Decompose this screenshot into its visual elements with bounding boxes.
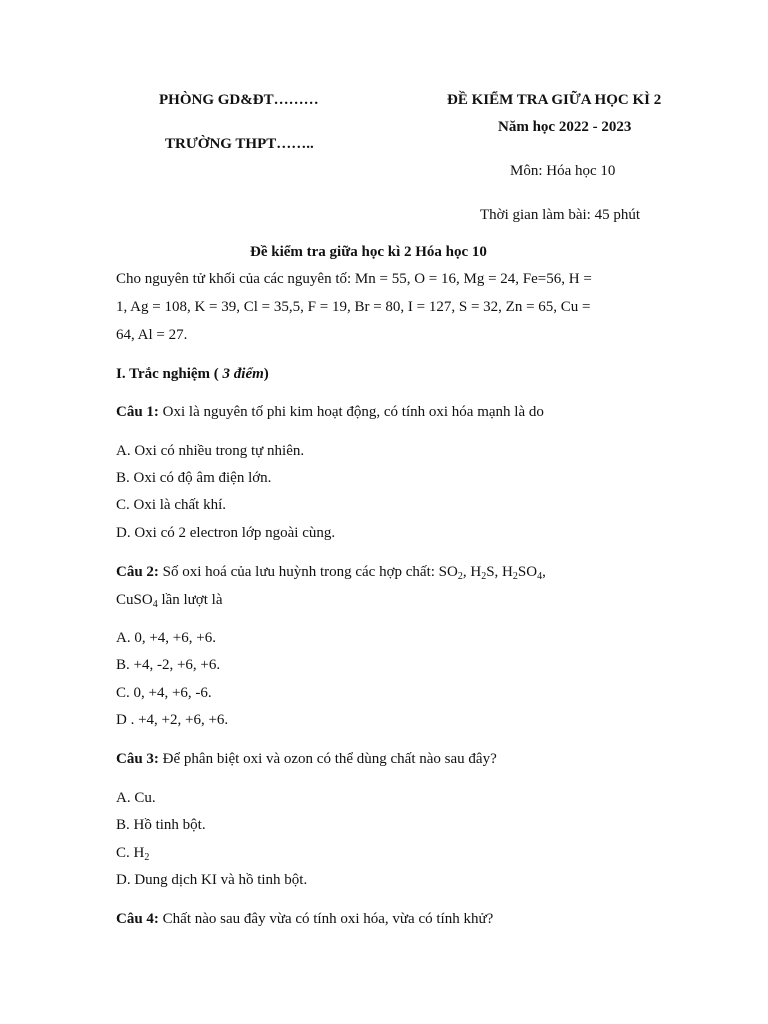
question-text: lần lượt là [157,592,223,608]
option: B. +4, -2, +6, +6. [116,657,221,673]
question-label: Câu 1: [116,404,159,420]
question-2-line-2 [116,592,223,609]
subscript: 2 [512,571,518,582]
option-text: C. H [116,845,145,861]
exam-title: ĐỀ KIỂM TRA GIỮA HỌC KÌ 2 [447,92,662,108]
question-3 [116,751,497,768]
question-text: , [542,564,546,580]
option: A. Cu. [116,790,156,806]
option: D. Dung dịch KI và hồ tinh bột. [116,872,308,888]
question-text: , H [462,564,482,580]
subscript: 2 [457,571,463,582]
question-text: Số oxi hoá của lưu huỳnh trong các hợp chất: SO [158,564,458,580]
subscript: 4 [152,599,158,610]
subscript: 2 [144,852,150,863]
option: A. 0, +4, +6, +6. [116,630,216,646]
section-heading [116,366,269,383]
question-text: SO [517,564,538,580]
subscript: 2 [481,571,487,582]
question-label: Câu 2: [116,564,159,580]
department-heading: PHÒNG GD&ĐT……… [159,92,319,108]
question-label: Câu 3: [116,751,159,767]
question-2 [116,564,546,581]
question-text: Chất nào sau đây vừa có tính oxi hóa, vừa có tính khử? [158,911,494,927]
option: A. Oxi có nhiều trong tự nhiên. [116,443,305,459]
section-suffix: ) [263,366,269,382]
school-year: Năm học 2022 - 2023 [498,119,632,135]
subject-line: Môn: Hóa học 10 [510,163,616,179]
subscript: 4 [537,571,543,582]
question-text: Để phân biệt oxi và ozon có thể dùng chất nào sau đây? [158,751,497,767]
option: C. Oxi là chất khí. [116,497,226,513]
option: D. Oxi có 2 electron lớp ngoài cùng. [116,525,336,541]
question-label: Câu 4: [116,911,159,927]
intro-line: 64, Al = 27. [116,327,188,343]
question-1 [116,404,544,421]
document-title: Đề kiểm tra giữa học kì 2 Hóa học 10 [250,244,487,260]
question-text: S, H [486,564,513,580]
question-4 [116,911,493,928]
intro-line: Cho nguyên tử khối của các nguyên tố: Mn = 55, O = 16, Mg = 24, Fe=56, H = [116,271,592,287]
school-heading: TRƯỜNG THPT…….. [165,136,314,152]
option: C. 0, +4, +6, -6. [116,685,212,701]
option: B. Hồ tinh bột. [116,817,206,833]
time-limit: Thời gian làm bài: 45 phút [480,207,640,223]
option: D . +4, +2, +6, +6. [116,712,229,728]
question-text: CuSO [116,592,153,608]
option [116,845,149,862]
option: B. Oxi có độ âm điện lớn. [116,470,272,486]
section-prefix: I. Trắc nghiệm ( [116,366,219,382]
question-text: Oxi là nguyên tố phi kim hoạt động, có tính oxi hóa mạnh là do [158,404,544,420]
intro-line: 1, Ag = 108, K = 39, Cl = 35,5, F = 19, Br = 80, I = 127, S = 32, Zn = 65, Cu = [116,299,591,315]
section-points: 3 điểm [218,366,264,382]
